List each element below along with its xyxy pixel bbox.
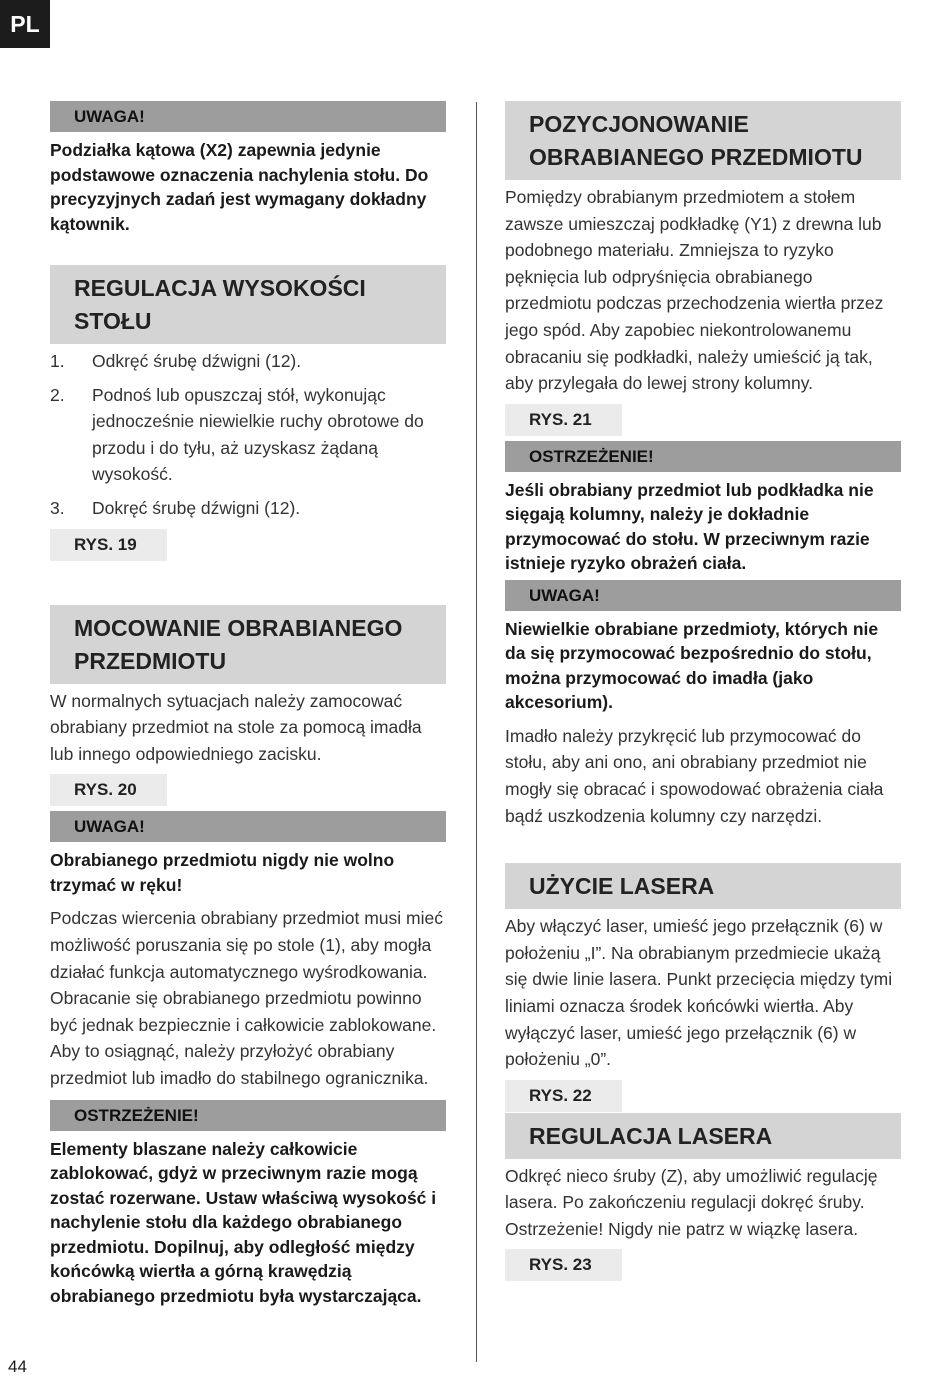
steps-list: [50, 348, 446, 522]
section-title-workpiece-mounting: MOCOWANIE OBRABIANEGO PRZEDMIOTU: [50, 605, 446, 684]
paragraph: Imadło należy przykręcić lub przymocować do stołu, aby ani ono, ani obrabiany przedmiot nie mogły się obracać i spowodować obrażenia ciała bądź uszkodzenia kolumny czy narzędzi.: [505, 725, 884, 826]
list-item: [50, 382, 446, 488]
warning-label: OSTRZEŻENIE!: [50, 1100, 446, 1131]
figure-reference: RYS. 19: [50, 529, 167, 561]
step-number: 3.: [50, 497, 65, 518]
figure-reference: RYS. 23: [505, 1249, 622, 1281]
language-badge: PL: [0, 0, 50, 48]
list-item: [50, 348, 446, 375]
note-label: UWAGA!: [50, 101, 446, 132]
step-number: 2.: [50, 384, 65, 405]
paragraph: Podczas wiercenia obrabiany przedmiot musi mieć możliwość poruszania się po stole (1), aby mogła działać funkcja automatycznego wyśrodkowania. Obracanie się obrabianego przedmiotu powinno być jednak bezpiecznie i całkowicie zablokowane. Aby to osiągnąć, należy przyłożyć obrabiany przedmiot lub imadło do stabilnego ogranicznika.: [50, 908, 443, 1088]
figure-reference: RYS. 21: [505, 404, 622, 436]
section-title-workpiece-positioning: POZYCJONOWANIE OBRABIANEGO PRZEDMIOTU: [505, 101, 901, 180]
paragraph: Odkręć nieco śruby (Z), aby umożliwić regulację lasera. Po zakończeniu regulacji dokręć śruby. Ostrzeżenie! Nigdy nie patrz w wiązkę lasera.: [505, 1165, 878, 1239]
section-title-laser-adjustment: REGULACJA LASERA: [505, 1113, 901, 1159]
note-text: Podziałka kątowa (X2) zapewnia jedynie podstawowe oznaczenia nachylenia stołu. Do precyzyjnych zadań jest wymagany dokładny kątownik.: [50, 140, 429, 234]
warning-text: Jeśli obrabiany przedmiot lub podkładka nie sięgają kolumny, należy je dokładnie przymocować do stołu. W przeciwnym razie istnieje ryzyko obrażeń ciała.: [505, 479, 874, 574]
section-title-table-height: REGULACJA WYSOKOŚCI STOŁU: [50, 265, 446, 344]
paragraph: Pomiędzy obrabianym przedmiotem a stołem zawsze umieszczaj podkładkę (Y1) z drewna lub podobnego materiału. Zmniejsza to ryzyko pęknięcia lub odpryśnięcia obrabianego przedmiotu podczas przechodzenia wiertła przez jego spód. Aby zapobiec niekontrolowanemu obracaniu się podkładki, należy umieścić ją tak, aby przylegała do lewej strony kolumny.: [505, 187, 884, 394]
note-label: UWAGA!: [505, 580, 901, 611]
figure-reference: RYS. 22: [505, 1080, 622, 1112]
figure-reference: RYS. 20: [50, 774, 167, 806]
right-column: [505, 101, 901, 1281]
step-text: Dokręć śrubę dźwigni (12).: [92, 497, 301, 518]
step-text: Odkręć śrubę dźwigni (12).: [92, 351, 302, 371]
step-text: Podnoś lub opuszczaj stół, wykonując jednocześnie niewielkie ruchy obrotowe do przodu i do tyłu, aż uzyskasz żądaną wysokość.: [92, 384, 424, 485]
list-item: [50, 495, 446, 522]
left-column: [50, 101, 446, 1308]
note-label: UWAGA!: [50, 811, 446, 842]
warning-label: OSTRZEŻENIE!: [505, 441, 901, 472]
note-text: Niewielkie obrabiane przedmioty, których nie da się przymocować bezpośrednio do stołu, można przymocować do imadła (jako akcesorium).: [505, 618, 879, 713]
section-title-laser-use: UŻYCIE LASERA: [505, 863, 901, 909]
column-divider: [476, 102, 477, 1362]
page-number: 44: [8, 1357, 27, 1376]
warning-text: Elementy blaszane należy całkowicie zablokować, gdyż w przeciwnym razie mogą zostać rozerwane. Ustaw właściwą wysokość i nachylenie stołu dla każdego obrabianego przedmiotu. Dopilnuj, aby odległość między końcówką wiertła a górną krawędzią obrabianego przedmiotu była wystarczająca.: [50, 1138, 437, 1306]
paragraph: Aby włączyć laser, umieść jego przełącznik (6) w położeniu „I”. Na obrabianym przedmiecie ukażą się dwie linie lasera. Punkt przecięcia między tymi liniami oznacza środek końcówki wiertła. Aby wyłączyć laser, umieść jego przełącznik (6) w położeniu „0”.: [505, 916, 893, 1070]
paragraph: W normalnych sytuacjach należy zamocować obrabiany przedmiot na stole za pomocą imadła lub innego odpowiedniego zacisku.: [50, 690, 422, 764]
note-text: Obrabianego przedmiotu nigdy nie wolno trzymać w ręku!: [50, 850, 395, 895]
step-number: 1.: [50, 351, 65, 371]
